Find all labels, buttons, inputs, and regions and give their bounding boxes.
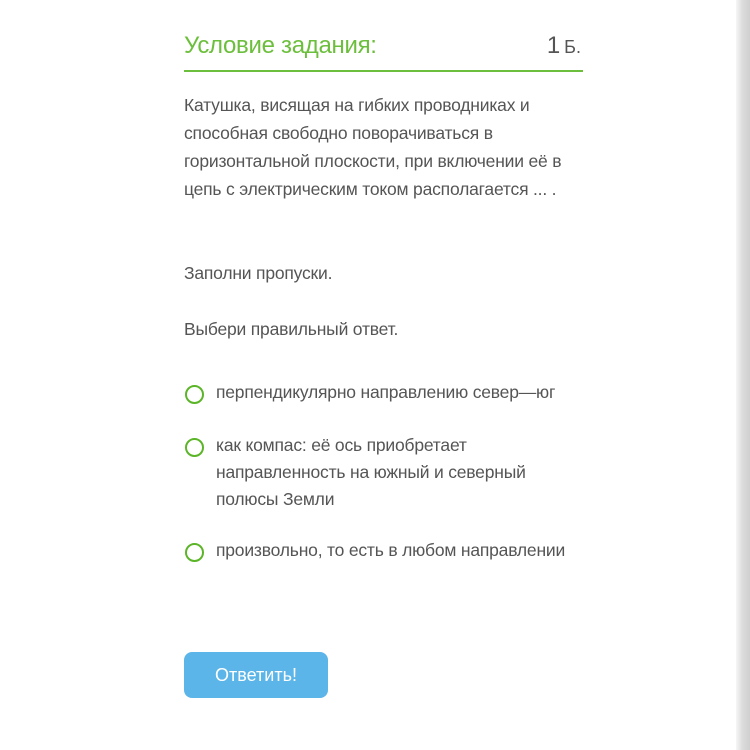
answer-option-label[interactable]: произвольно, то есть в любом направлении: [216, 540, 566, 560]
submit-answer-button[interactable]: Ответить!: [184, 652, 328, 698]
points-unit: Б.: [564, 37, 581, 57]
task-header: [184, 30, 583, 72]
answer-option-label[interactable]: перпендикулярно направлению север—юг: [216, 382, 556, 402]
radio-button[interactable]: [185, 385, 204, 404]
instruction-choose: Выбери правильный ответ.: [184, 319, 399, 339]
instruction-fill: Заполни пропуски.: [184, 263, 333, 283]
task-points: [547, 32, 581, 60]
question-text: Катушка, висящая на гибких проводниках и способная свободно поворачиваться в горизонтальной плоскости, при включении её в цепь с электрическим током располагается ... .: [184, 95, 562, 199]
task-title: Условие задания:: [184, 32, 377, 59]
points-value: 1: [546, 32, 561, 59]
radio-button[interactable]: [185, 543, 204, 562]
radio-button[interactable]: [185, 438, 204, 457]
scrollbar-edge: [736, 0, 750, 750]
answer-option-label[interactable]: как компас: её ось приобретает направленность на южный и северный полюсы Земли: [216, 435, 526, 509]
